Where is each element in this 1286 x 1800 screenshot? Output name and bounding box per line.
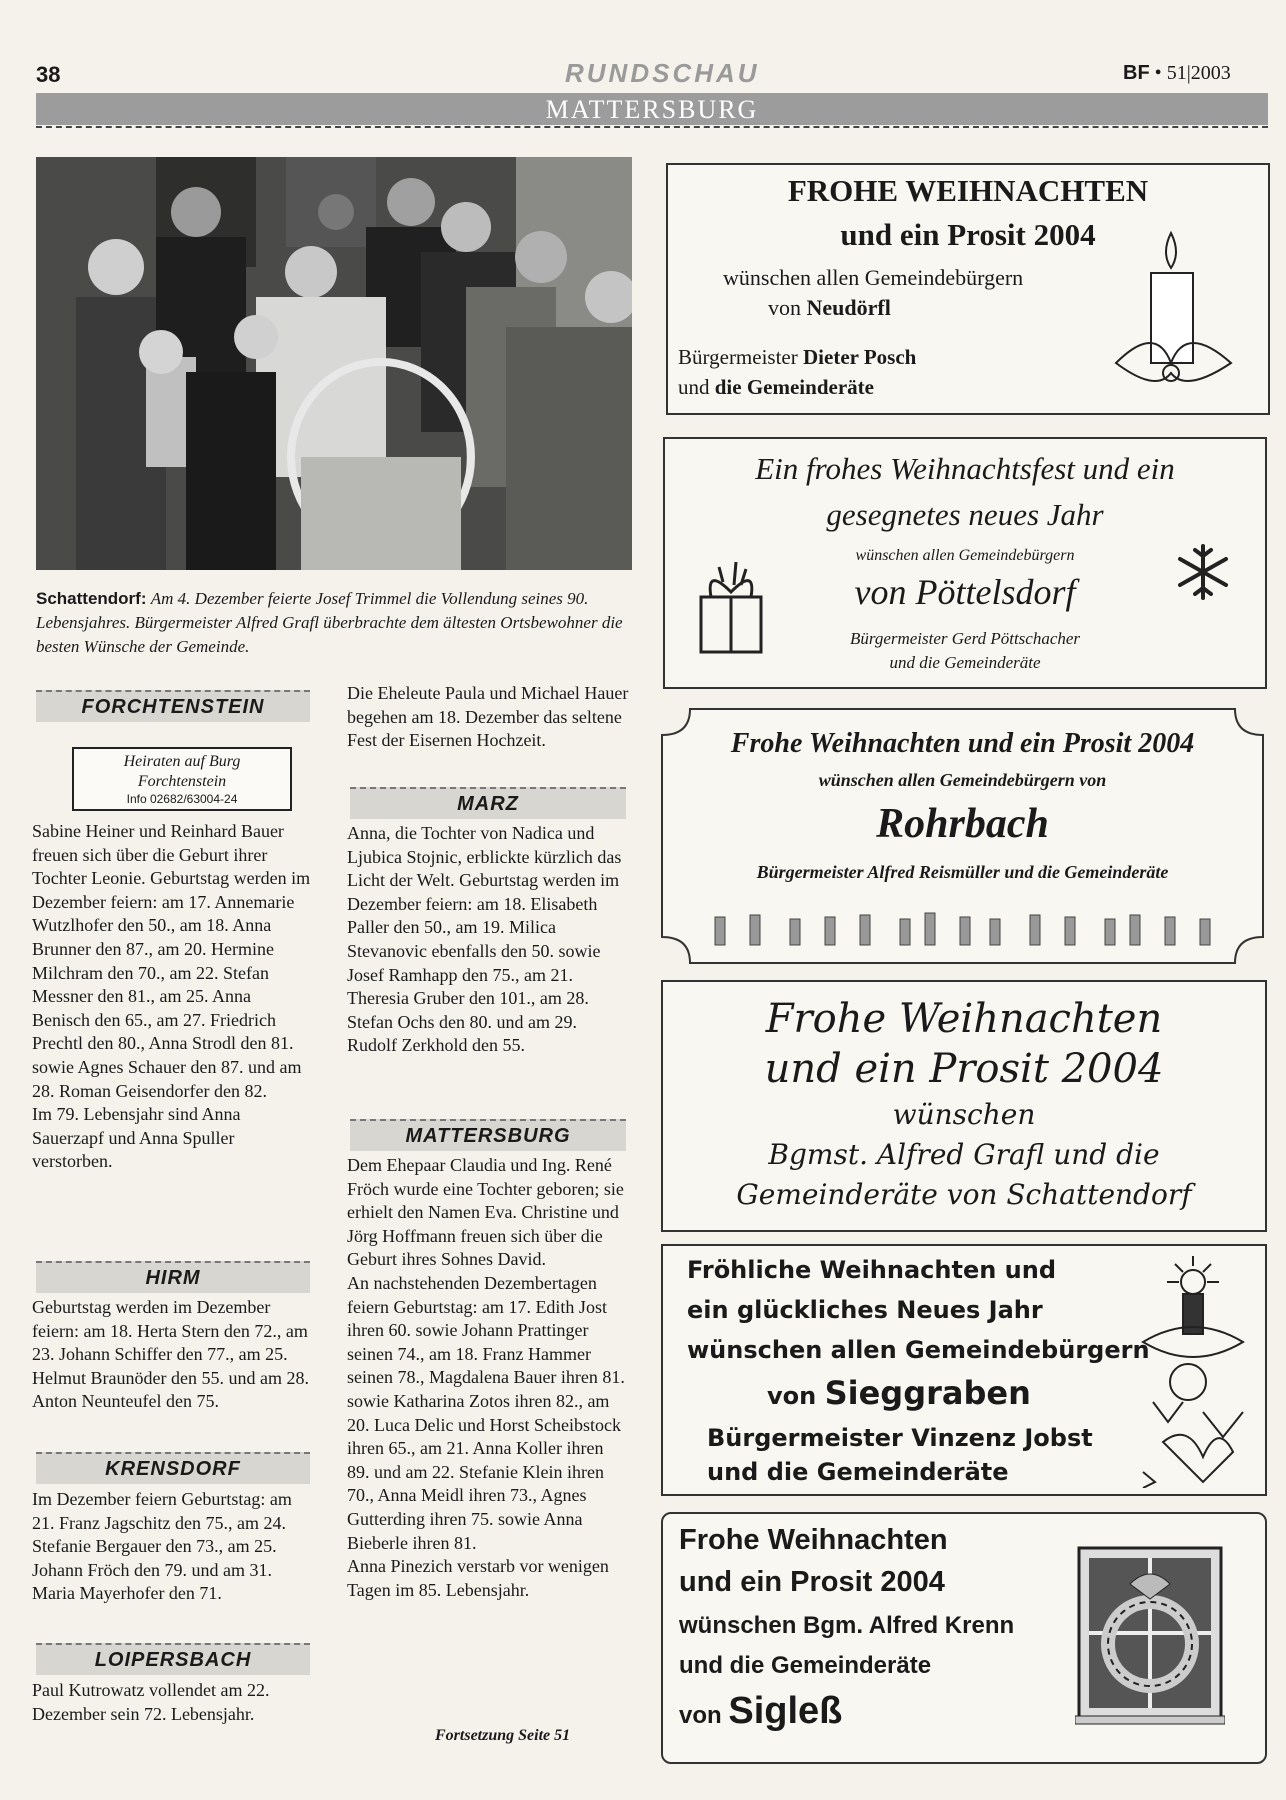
ad-rohrbach-line4: Bürgermeister Alfred Reismüller und die Gemeinderäte	[756, 862, 1169, 882]
ad-neudoerfl-line1: FROHE WEIHNACHTEN	[787, 173, 1149, 208]
ad-sieggraben-line2: ein glückliches Neues Jahr	[687, 1296, 1043, 1324]
ad-schattendorf-line4: Bgmst. Alfred Grafl und die	[768, 1138, 1160, 1171]
ad-schattendorf-line5: Gemeinderäte von Schattendorf	[736, 1178, 1192, 1211]
ad-sieggraben	[661, 1244, 1267, 1496]
ad-siegless-line5	[679, 1690, 842, 1733]
ad-sieggraben-town: Sieggraben	[824, 1374, 1031, 1412]
ad-neudoerfl-council: die Gemeinderäte	[714, 375, 874, 399]
forchtenstein-article	[32, 820, 312, 1174]
section-head-marz: MARZ	[350, 787, 626, 819]
section-head-krensdorf: KRENSDORF	[36, 1452, 310, 1484]
ad-neudoerfl-line3: wünschen allen Gemeindebürgern	[723, 265, 1024, 290]
continued-note: Fortsetzung Seite 51	[435, 1727, 571, 1744]
ad-sieggraben-line1: Fröhliche Weihnachten und	[687, 1256, 1057, 1284]
ad-schattendorf-line1: Frohe Weihnachten	[765, 996, 1163, 1042]
minibox-line2: Forchtenstein	[137, 773, 227, 790]
ad-schattendorf-line3: wünschen	[892, 1098, 1036, 1131]
hirm-text: Geburtstag werden im Dezember feiern: am 18. Herta Stern den 72., am 23. Johann Schiffer den 77., am 25. Helmut Braunöder den 55. und am 28. Anton Neunteufel den 75.	[32, 1297, 309, 1412]
ad-sieggraben-line4	[767, 1374, 1031, 1412]
caption-place: Schattendorf:	[36, 589, 147, 608]
ad-neudoerfl-mayor-label: Bürgermeister	[678, 345, 803, 369]
marz-text: Anna, die Tochter von Nadica und Ljubica Stojnic, erblickte kürzlich das Licht der Welt. Geburtstag werden im Dezember feiern: am 18. Elisabeth Paller den 50., am 19. Milica Stevanovic ebenfalls den 50. sowie Josef Ramhapp den 75., am 21. Theresia Gruber den 101., am 28. Stefan Ochs den 80. und am 29. Rudolf Zerkhold den 55.	[347, 823, 622, 1056]
ad-neudoerfl	[666, 163, 1270, 415]
wedding-ad-box	[72, 747, 292, 811]
ad-neudoerfl-line2: und ein Prosit 2004	[840, 217, 1096, 252]
ad-siegless-line2: und ein Prosit 2004	[679, 1566, 945, 1598]
magazine-title: RUNDSCHAU	[565, 58, 760, 88]
ad-siegless-von: von	[679, 1702, 729, 1729]
ad-sieggraben-line5: Bürgermeister Vinzenz Jobst	[707, 1424, 1093, 1452]
ad-sieggraben-line6: und die Gemeinderäte	[707, 1458, 1009, 1486]
section-head-hirm: HIRM	[36, 1261, 310, 1293]
wreath-window-icon	[1075, 1544, 1225, 1729]
ad-sieggraben-von: von	[767, 1382, 825, 1410]
ad-neudoerfl-line6	[678, 375, 874, 400]
mattersburg-text2: An nachstehenden Dezembertagen feiern Geburtstag: am 17. Edith Jost ihren 60. sowie Johann Prattinger seinen 74., am 18. Franz Hammer seinen 78., Magdalena Bauer ihren 81. sowie Katharina Zotos ihren 82., am 20. Luca Delic und Horst Scheibstock ihren 65., am 21. Anna Koller ihren 89. und am 22. Stefanie Klein ihren 70., Anna Meidl ihren 73., Agnes Gutterding ihren 75. sowie Anna Bieberle ihren 81.	[347, 1272, 625, 1553]
candle-icon	[1096, 223, 1246, 403]
ad-neudoerfl-und: und	[678, 375, 715, 399]
ad-poettelsdorf-line3: wünschen allen Gemeindebürgern	[855, 547, 1075, 564]
ad-rohrbach-line1: Frohe Weihnachten und ein Prosit 2004	[730, 728, 1195, 759]
ad-poettelsdorf-town: von Pöttelsdorf	[854, 572, 1076, 612]
issue-label: BF • 51|2003	[1123, 62, 1231, 84]
candle-ornament-icon	[1133, 1252, 1253, 1488]
snowflake-icon	[1173, 542, 1233, 602]
ad-siegless-line4: und die Gemeinderäte	[679, 1652, 932, 1679]
mattersburg-article	[347, 1154, 629, 1602]
mattersburg-text3: Anna Pinezich verstarb vor wenigen Tagen im 85. Lebensjahr.	[347, 1556, 609, 1600]
issue-number: 51|2003	[1166, 62, 1231, 84]
ad-siegless-town: Sigleß	[728, 1690, 843, 1732]
ad-siegless-line3: wünschen Bgm. Alfred Krenn	[679, 1612, 1015, 1639]
ad-poettelsdorf	[663, 437, 1267, 689]
gift-icon	[691, 557, 781, 657]
candle-row-icon	[710, 905, 1220, 947]
ad-schattendorf	[661, 980, 1267, 1232]
mattersburg-text: Dem Ehepaar Claudia und Ing. René Fröch wurde eine Tochter geboren; sie erhielt den Namen Eva. Christine und Jörg Hoffmann freuen sich über die Geburt ihres Sohnes David.	[347, 1155, 624, 1270]
photo-caption	[36, 587, 636, 659]
issue-prefix: BF	[1123, 62, 1150, 84]
ad-neudoerfl-town: Neudörfl	[806, 295, 891, 320]
krensdorf-text: Im Dezember feiern Geburtstag: am 21. Franz Jagschitz den 75., am 24. Stefanie Bergauer den 73., am 25. Johann Fröch den 79. und am 31. Maria Mayerhofer den 71.	[32, 1489, 292, 1604]
ad-schattendorf-line2: und ein Prosit 2004	[764, 1046, 1164, 1092]
ad-poettelsdorf-line6: und die Gemeinderäte	[889, 653, 1041, 672]
forchtenstein-text2: Im 79. Lebensjahr sind Anna Sauerzapf und Anna Spuller verstorben.	[32, 1104, 241, 1172]
divider	[36, 126, 1268, 128]
ad-siegless-line1: Frohe Weihnachten	[679, 1524, 948, 1556]
ad-poettelsdorf-line5: Bürgermeister Gerd Pöttschacher	[849, 629, 1081, 648]
ad-siegless	[661, 1512, 1267, 1764]
ad-neudoerfl-line4	[768, 295, 891, 321]
section-head-loipersbach: LOIPERSBACH	[36, 1643, 310, 1675]
ad-neudoerfl-line5	[678, 345, 916, 370]
minibox-info: Info 02682/63004-24	[126, 792, 238, 806]
section-head-forchtenstein: FORCHTENSTEIN	[36, 690, 310, 722]
caption-text: Am 4. Dezember feierte Josef Trimmel die Vollendung seines 90. Lebensjahres. Bürgermeister Alfred Grafl überbrachte dem ältesten Ortsbewohner die besten Wünsche der Gemeinde.	[36, 589, 623, 656]
ad-neudoerfl-mayor: Dieter Posch	[803, 345, 917, 369]
loipersbach-text: Paul Kutrowatz vollendet am 22. Dezember sein 72. Lebensjahr.	[32, 1680, 270, 1724]
group-photo	[36, 157, 632, 570]
section-head-mattersburg: MATTERSBURG	[350, 1119, 626, 1151]
ad-poettelsdorf-line1: Ein frohes Weihnachtsfest und ein	[755, 451, 1175, 486]
ad-neudoerfl-von: von	[768, 295, 807, 320]
ad-rohrbach-line2: wünschen allen Gemeindebürgern von	[818, 770, 1107, 790]
hauer-text: Die Eheleute Paula und Michael Hauer begehen am 18. Dezember das seltene Fest der Eisernen Hochzeit.	[347, 683, 629, 751]
ad-sieggraben-line3: wünschen allen Gemeindebürgern	[687, 1336, 1150, 1364]
ad-poettelsdorf-line2: gesegnetes neues Jahr	[826, 497, 1104, 532]
forchtenstein-text: Sabine Heiner und Reinhard Bauer freuen sich über die Geburt ihrer Tochter Leonie. Geburtstag werden im Dezember feiern: am 17. Annemarie Wutzlhofer den 50., am 18. Anna Brunner den 87., am 20. Hermine Milchram den 70., am 22. Stefan Messner den 81., am 25. Anna Benisch den 65., am 27. Friedrich Prechtl den 80., Anna Strodl den 81. sowie Agnes Schauer den 87. und am 28. Roman Geisendorfer den 82.	[32, 821, 311, 1101]
section-title: MATTERSBURG	[545, 95, 759, 124]
page-number: 38	[36, 62, 61, 87]
ad-rohrbach-town: Rohrbach	[876, 801, 1049, 847]
minibox-line1: Heiraten auf Burg	[123, 753, 241, 770]
